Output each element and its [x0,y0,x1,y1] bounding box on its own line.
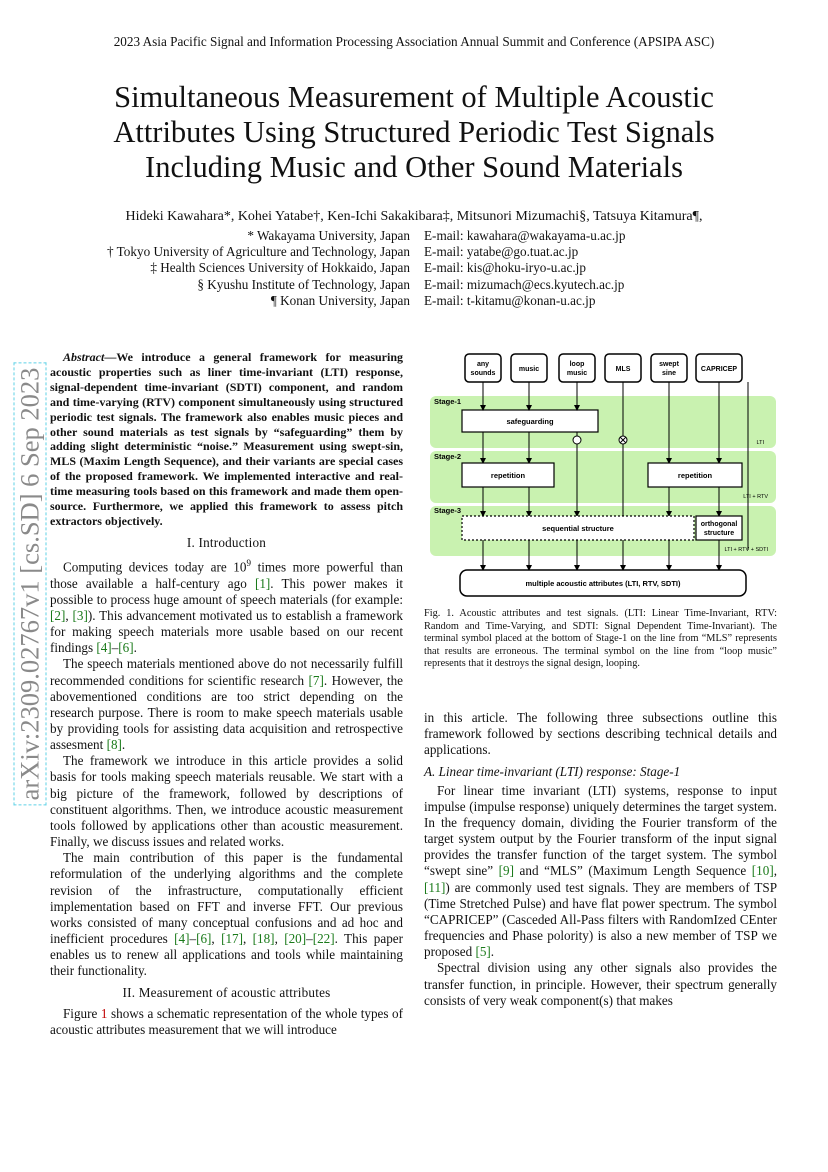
affiliation-email: E-mail: yatabe@go.tuat.ac.jp [424,244,579,260]
affiliation-row [0,244,828,260]
right-column [424,710,777,1009]
citation-link[interactable]: [20] [284,931,307,946]
source-any-sounds-label: sounds [470,370,496,377]
repetition-left-label: repetition [490,471,526,480]
affiliation-email: E-mail: kis@hoku-iryo-u.ac.jp [424,260,586,276]
caption-text: Acoustic attributes and test signals. (LTI: Linear Time-Invariant, RTV: Random and Time-Varying, and SDTI: Signal Dependent Time-Invariant). The terminal symbol placed at the bottom of Stage-1 on the line from “MLS” represents that results are erroneous. The terminal symbol on the line from “loop music” represents that it destroys the signal design, looping. [424,608,777,670]
citation-link[interactable]: [8] [106,737,122,753]
affiliation-institution: § Kyushu Institute of Technology, Japan [197,276,410,292]
citation-link[interactable]: [10] [751,863,774,879]
figure-1-caption [424,608,777,671]
stage-3-label: Stage-3 [434,506,462,515]
citation-link[interactable]: [4] [96,640,112,656]
title-line-3: Including Music and Other Sound Materials [145,150,683,184]
title-line-1: Simultaneous Measurement of Multiple Acoustic [114,80,714,114]
orthogonal-label-line1: orthogonal [700,521,738,528]
source-loop-music-label: music [566,370,588,377]
affiliation-email: E-mail: kawahara@wakayama-u.ac.jp [424,228,626,243]
sequential-structure-label: sequential structure [542,524,614,533]
left-column [50,350,403,1038]
repetition-right-label: repetition [677,471,713,480]
section-heading-introduction: I. Introduction [186,534,267,550]
source-loop-music-label: loop [569,361,585,368]
source-any-sounds [465,354,501,382]
citation-link[interactable]: [2] [50,607,66,623]
citation-link[interactable]: [1] [254,575,271,591]
affiliation-institution: ¶ Konan University, Japan [270,292,410,308]
output-label: multiple acoustic attributes (LTI, RTV, SDTI) [525,579,681,588]
lti-paragraph-1: For linear time invariant (LTI) systems, response to input impulse (impulse response) uniquely determines the target system. In the frequency domain, dividing the Fourier transform of the target system output by the Fourier transform of the input signal provides the transfer function of the target system. The symbol “swept sine” [9] and “MLS” (Maximum Length Sequence [10], [11]) are commonly used test signals. They are members of TSP (Time Stretched Pulse) and have flat power spectrum. The symbol “CAPRICEP” (Casceded All-Pass filters with RandomIzed CEnter frequencies and Phase polority) is also a new member of TSP we proposed [5]. [424,782,777,960]
citation-link[interactable]: [7] [308,672,324,688]
stage-1-label: Stage-1 [434,397,462,406]
citation-link[interactable]: [5] [475,944,491,960]
subsection-heading-a: A. Linear time-invariant (LTI) response: Stage-1 [424,764,681,780]
citation-link[interactable]: [9] [498,863,514,879]
caption-label: Fig. 1. [424,608,454,619]
citation-link[interactable]: [18] [252,931,275,946]
figure-1-diagram [430,350,776,600]
stage-2-label: Stage-2 [434,452,462,461]
affiliation-institution: * Wakayama University, Japan [247,228,410,243]
source-swept-sine-label: sine [661,370,677,377]
citation-link[interactable]: [6] [118,640,134,656]
arxiv-stamp-text: arXiv:2309.02767v1 [cs.SD] 6 Sep 2023 [14,363,47,806]
affiliation-row [0,277,828,293]
affiliation-institution: † Tokyo University of Agriculture and Technology, Japan [107,244,410,260]
citation-link[interactable]: [11] [424,879,446,895]
arxiv-stamp[interactable] [14,346,46,822]
abstract-text: —We introduce a general framework for measuring acoustic properties such as liner time-invariant (LTI) response, signal-dependent time-invariant (SDTI) component, and random and time-varying (RTV) component simultaneously using structured periodic test signals. The framework also enables music pieces and other sound materials as test signals by “safeguarding” them by adding slight deterministic “noise.” Measurement using swept-sin, MLS (Maxim Length Sequence), and their variants are special cases of the proposed framework. We implemented interactive and real-time measuring tools based on this framework and made them open-source. Furthermore, we applied this framework to assess pitch extractors objectively. [50,350,403,528]
author-list: Hideki Kawahara*, Kohei Yatabe†, Ken-Ichi Sakakibara‡, Mitsunori Mizumachi§, Tatsuya Kitamura¶, [125,209,703,224]
affiliation-email: E-mail: t-kitamu@konan-u.ac.jp [424,292,596,308]
measurement-paragraph-1: Figure 1 shows a schematic representation of the whole types of acoustic attributes measurement that we will introduce [50,1005,403,1037]
right-paragraph-continuation: in this article. The following three subsections outline this framework followed by sections describing technical details and applications. [424,710,777,758]
figure-link[interactable]: 1 [100,1005,108,1021]
title-line-2: Attributes Using Structured Periodic Test Signals [113,115,715,149]
lti-rtv-label: LTI + RTV [743,494,768,500]
source-music-label: music [518,366,540,373]
intro-paragraph-2: The speech materials mentioned above do not necessarily fulfill recommended conditions for scientific research [7]. However, the abovementioned conditions are too strict depending on the research purpose. There is room to make speech materials usable by providing tools for assisting data acquisition and retrospective assesment [8]. [50,656,403,753]
citation-link[interactable]: [4] [174,931,190,946]
lti-rtv-sdti-label: LTI + RTV + SDTI [724,547,768,553]
orthogonal-label-line2: structure [703,530,735,537]
loop-terminal-symbol [573,436,581,444]
citation-link[interactable]: [22] [312,931,335,946]
citation-link[interactable]: [17] [221,931,243,946]
intro-paragraph-4: The main contribution of this paper is the fundamental reformulation of the underlying algorithms and the complete revision of the infrastructure, computationally efficient implementation based on FFT and inverse FFT. Our previous works consisted of many conceptual confusions and ad hoc and inefficient procedures [4]–[6], [17], [18], [20]–[22]. This paper enables us to renew all applications and tools while maintaining their functionality. [50,850,403,979]
source-capricep-label: CAPRICEP [700,366,738,373]
intro-paragraph-3: The framework we introduce in this article provides a solid basis for tools making speech materials reusable. We start with a big picture of the framework, followed by descriptions of constituent algorithms. Then, we introduce acoustic measurement tools followed by applications other than acoustic measurement. Finally, we discuss issues and related works. [50,753,403,850]
safeguarding-label: safeguarding [506,417,554,426]
source-any-sounds-label: any [476,361,490,368]
conference-header: 2023 Asia Pacific Signal and Information Processing Association Annual Summit and Conference (APSIPA ASC) [113,34,715,49]
intro-paragraph-1: Computing devices today are $10^9$ times more powerful than those available a half-century ago [1]. This power makes it possible to process huge amount of speech materials (for example: [2], [3]). This advancement motivated us to establish a framework for making speech materials more usable based on our recent findings [4]–[6]. [50,558,404,656]
source-mls-label: MLS [615,366,631,373]
abstract [50,350,403,529]
affiliation-row [0,260,828,276]
lti-label: LTI [756,440,764,446]
affiliation-institution: ‡ Health Sciences University of Hokkaido, Japan [150,260,410,276]
section-heading-measurement: II. Measurement of acoustic attributes [122,985,331,1001]
paper-title [40,80,788,185]
abstract-label: Abstract [63,350,105,364]
citation-link[interactable]: [3] [72,607,88,623]
affiliations [0,228,828,309]
affiliation-row [0,293,828,309]
citation-link[interactable]: [6] [196,931,212,946]
source-loop-music [559,354,595,382]
source-swept-sine-label: swept [659,361,679,368]
source-swept-sine [651,354,687,382]
affiliation-email: E-mail: mizumach@ecs.kyutech.ac.jp [424,276,625,292]
lti-paragraph-2: Spectral division using any other signals also provides the transfer function, in principle. However, their spectrum generally consists of very weak component(s) that makes [424,960,777,1008]
affiliation-row [0,228,828,244]
